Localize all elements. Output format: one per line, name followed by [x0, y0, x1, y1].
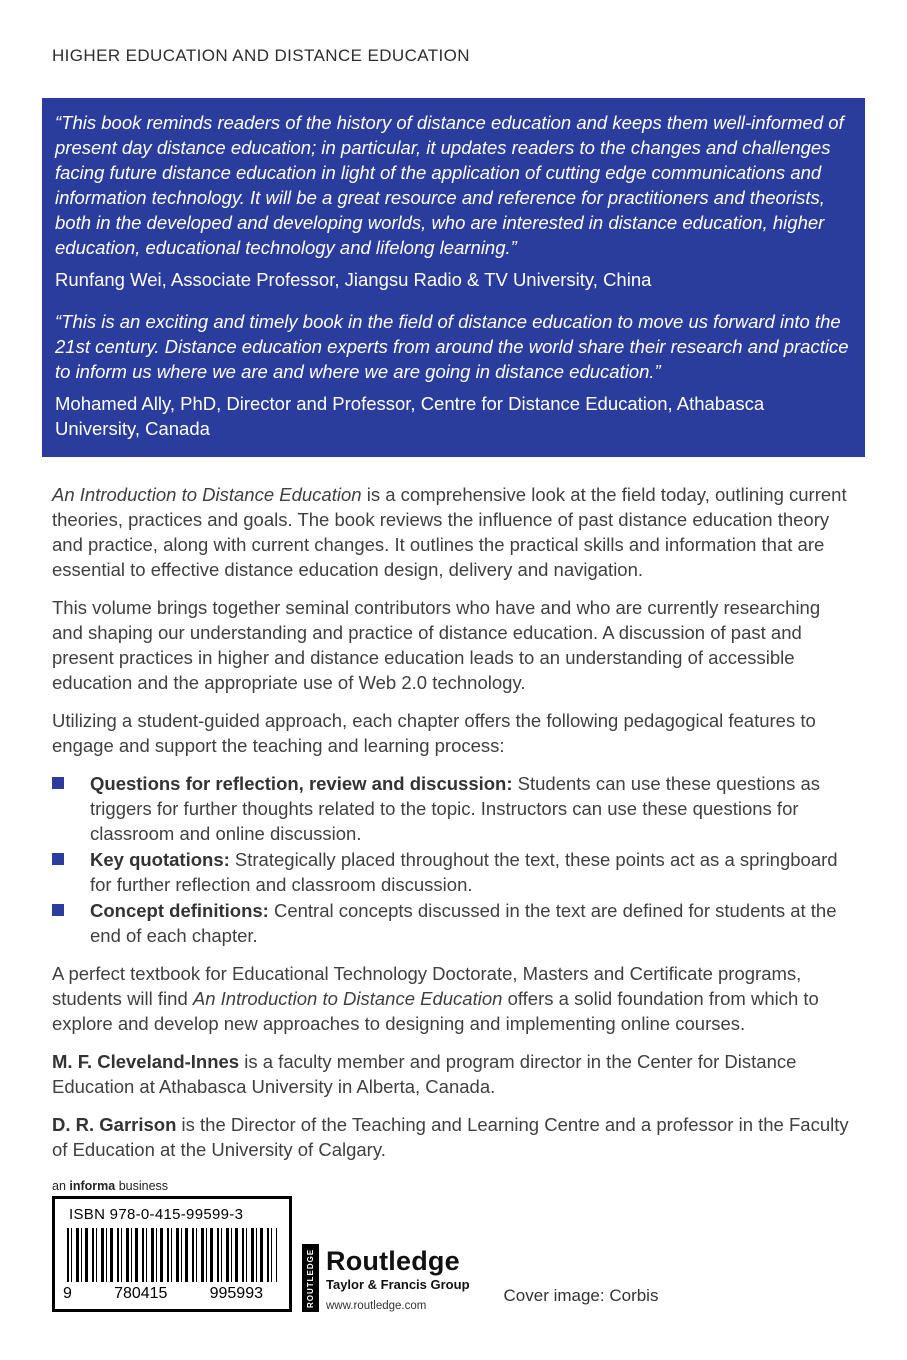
book-title-italic: An Introduction to Distance Education — [52, 484, 362, 505]
isbn-barcode — [52, 1196, 292, 1312]
description-paragraph-3: Utilizing a student-guided approach, each chapter offers the following pedagogical features to engage and support the teaching and learning process: — [52, 710, 816, 756]
feature-item-definitions — [52, 898, 855, 948]
description-paragraph-2: This volume brings together seminal contributors who have and who are currently researching and shaping our understanding and practice of distance education. A discussion of past and present practices in higher and distance education leads to an understanding of accessible education and the appropriate use of Web 2.0 technology. — [52, 597, 821, 693]
routledge-text-block — [326, 1247, 470, 1312]
feature-body: Central concepts discussed in the text are defined for students at the end of each chapter. — [90, 900, 837, 946]
feature-item-quotations — [52, 847, 855, 897]
feature-list — [52, 771, 855, 948]
footer-row — [52, 1196, 855, 1312]
informa-post: business — [115, 1179, 169, 1193]
author-bio-2 — [52, 1112, 855, 1162]
description-paragraph-4-tail: offers a solid foundation from which to explore and develop new approaches to designing and implementing online courses. — [52, 988, 819, 1034]
description-paragraph-4-lead: A perfect textbook for Educational Technology Doctorate, Masters and Certificate programs, students will find — [52, 963, 802, 1009]
barcode-digit-group-1: 780415 — [114, 1285, 168, 1302]
book-title-italic: An Introduction to Distance Education — [192, 988, 503, 1009]
bullet-square-icon — [52, 853, 64, 865]
author-name: D. R. Garrison — [52, 1114, 177, 1135]
feature-item-text — [90, 847, 855, 897]
informa-business-label — [52, 1179, 855, 1193]
routledge-url: www.routledge.com — [326, 1300, 427, 1312]
feature-label: Key quotations: — [90, 849, 230, 870]
informa-wordmark: informa — [69, 1179, 116, 1193]
barcode-bars-icon — [67, 1228, 277, 1282]
author-bio-text: is the Director of the Teaching and Learning Centre and a professor in the Faculty of Education at the University of Calgary. — [52, 1114, 849, 1160]
endorsement-attribution-2: Mohamed Ally, PhD, Director and Professor, Centre for Distance Education, Athabasca University, Canada — [55, 393, 765, 439]
author-bio-1 — [52, 1049, 855, 1099]
description-paragraph-1-text: is a comprehensive look at the field today, outlining current theories, practices and goals. The book reviews the influence of past distance education theory and practice, along with current changes. It outlines the practical skills and information that are essential to effective distance education design, delivery and navigation. — [52, 484, 847, 580]
cover-image-credit: Cover image: Corbis — [503, 1286, 659, 1305]
footer — [52, 1179, 855, 1312]
barcode-digit-lead: 9 — [63, 1285, 72, 1302]
taylor-francis-group-label: Taylor & Francis Group — [326, 1277, 470, 1292]
endorsement-quote-2: “This is an exciting and timely book in the field of distance education to move us forward into the 21st century. Distance education experts from around the world share their research and practice to inform us where we are and where we are going in distance education.” — [55, 311, 849, 382]
barcode-digits — [55, 1282, 289, 1309]
category-header: HIGHER EDUCATION AND DISTANCE EDUCATION — [52, 46, 470, 65]
routledge-name: Routledge — [326, 1246, 460, 1276]
book-description — [52, 482, 855, 1162]
feature-label: Questions for reflection, review and discussion: — [90, 773, 513, 794]
endorsement-quote-1: “This book reminds readers of the history of distance education and keeps them well-informed of present day distance education; in particular, it updates readers to the changes and challenges facing future distance education in light of the application of cutting edge communications and information technology. It will be a great resource and reference for practitioners and theorists, both in the developed and developing worlds, who are interested in distance education, higher education, educational technology and lifelong learning.” — [55, 112, 844, 258]
author-name: M. F. Cleveland-Innes — [52, 1051, 240, 1072]
routledge-vertical-wordmark: ROUTLEDGE — [302, 1244, 319, 1312]
description-paragraph-4 — [52, 961, 855, 1036]
bullet-square-icon — [52, 777, 64, 789]
feature-label: Concept definitions: — [90, 900, 269, 921]
feature-body: Students can use these questions as triggers for further thoughts related to the topic. Instructors can use these questions for classroom and online discussion. — [90, 773, 821, 844]
description-paragraph-1 — [52, 482, 855, 582]
bullet-square-icon — [52, 904, 64, 916]
feature-item-text — [90, 771, 855, 846]
author-bio-text: is a faculty member and program director in the Center for Distance Education at Athabasca University in Alberta, Canada. — [52, 1051, 797, 1097]
endorsements-box — [42, 98, 865, 457]
routledge-logo — [302, 1244, 470, 1312]
informa-pre: an — [52, 1179, 70, 1193]
feature-item-questions — [52, 771, 855, 846]
isbn-number: ISBN 978-0-415-99599-3 — [69, 1206, 244, 1223]
feature-body: Strategically placed throughout the text, these points act as a springboard for further reflection and classroom discussion. — [90, 849, 838, 895]
endorsement-attribution-1: Runfang Wei, Associate Professor, Jiangsu Radio & TV University, China — [55, 269, 652, 290]
feature-item-text — [90, 898, 855, 948]
barcode-digit-group-2: 995993 — [209, 1285, 263, 1302]
